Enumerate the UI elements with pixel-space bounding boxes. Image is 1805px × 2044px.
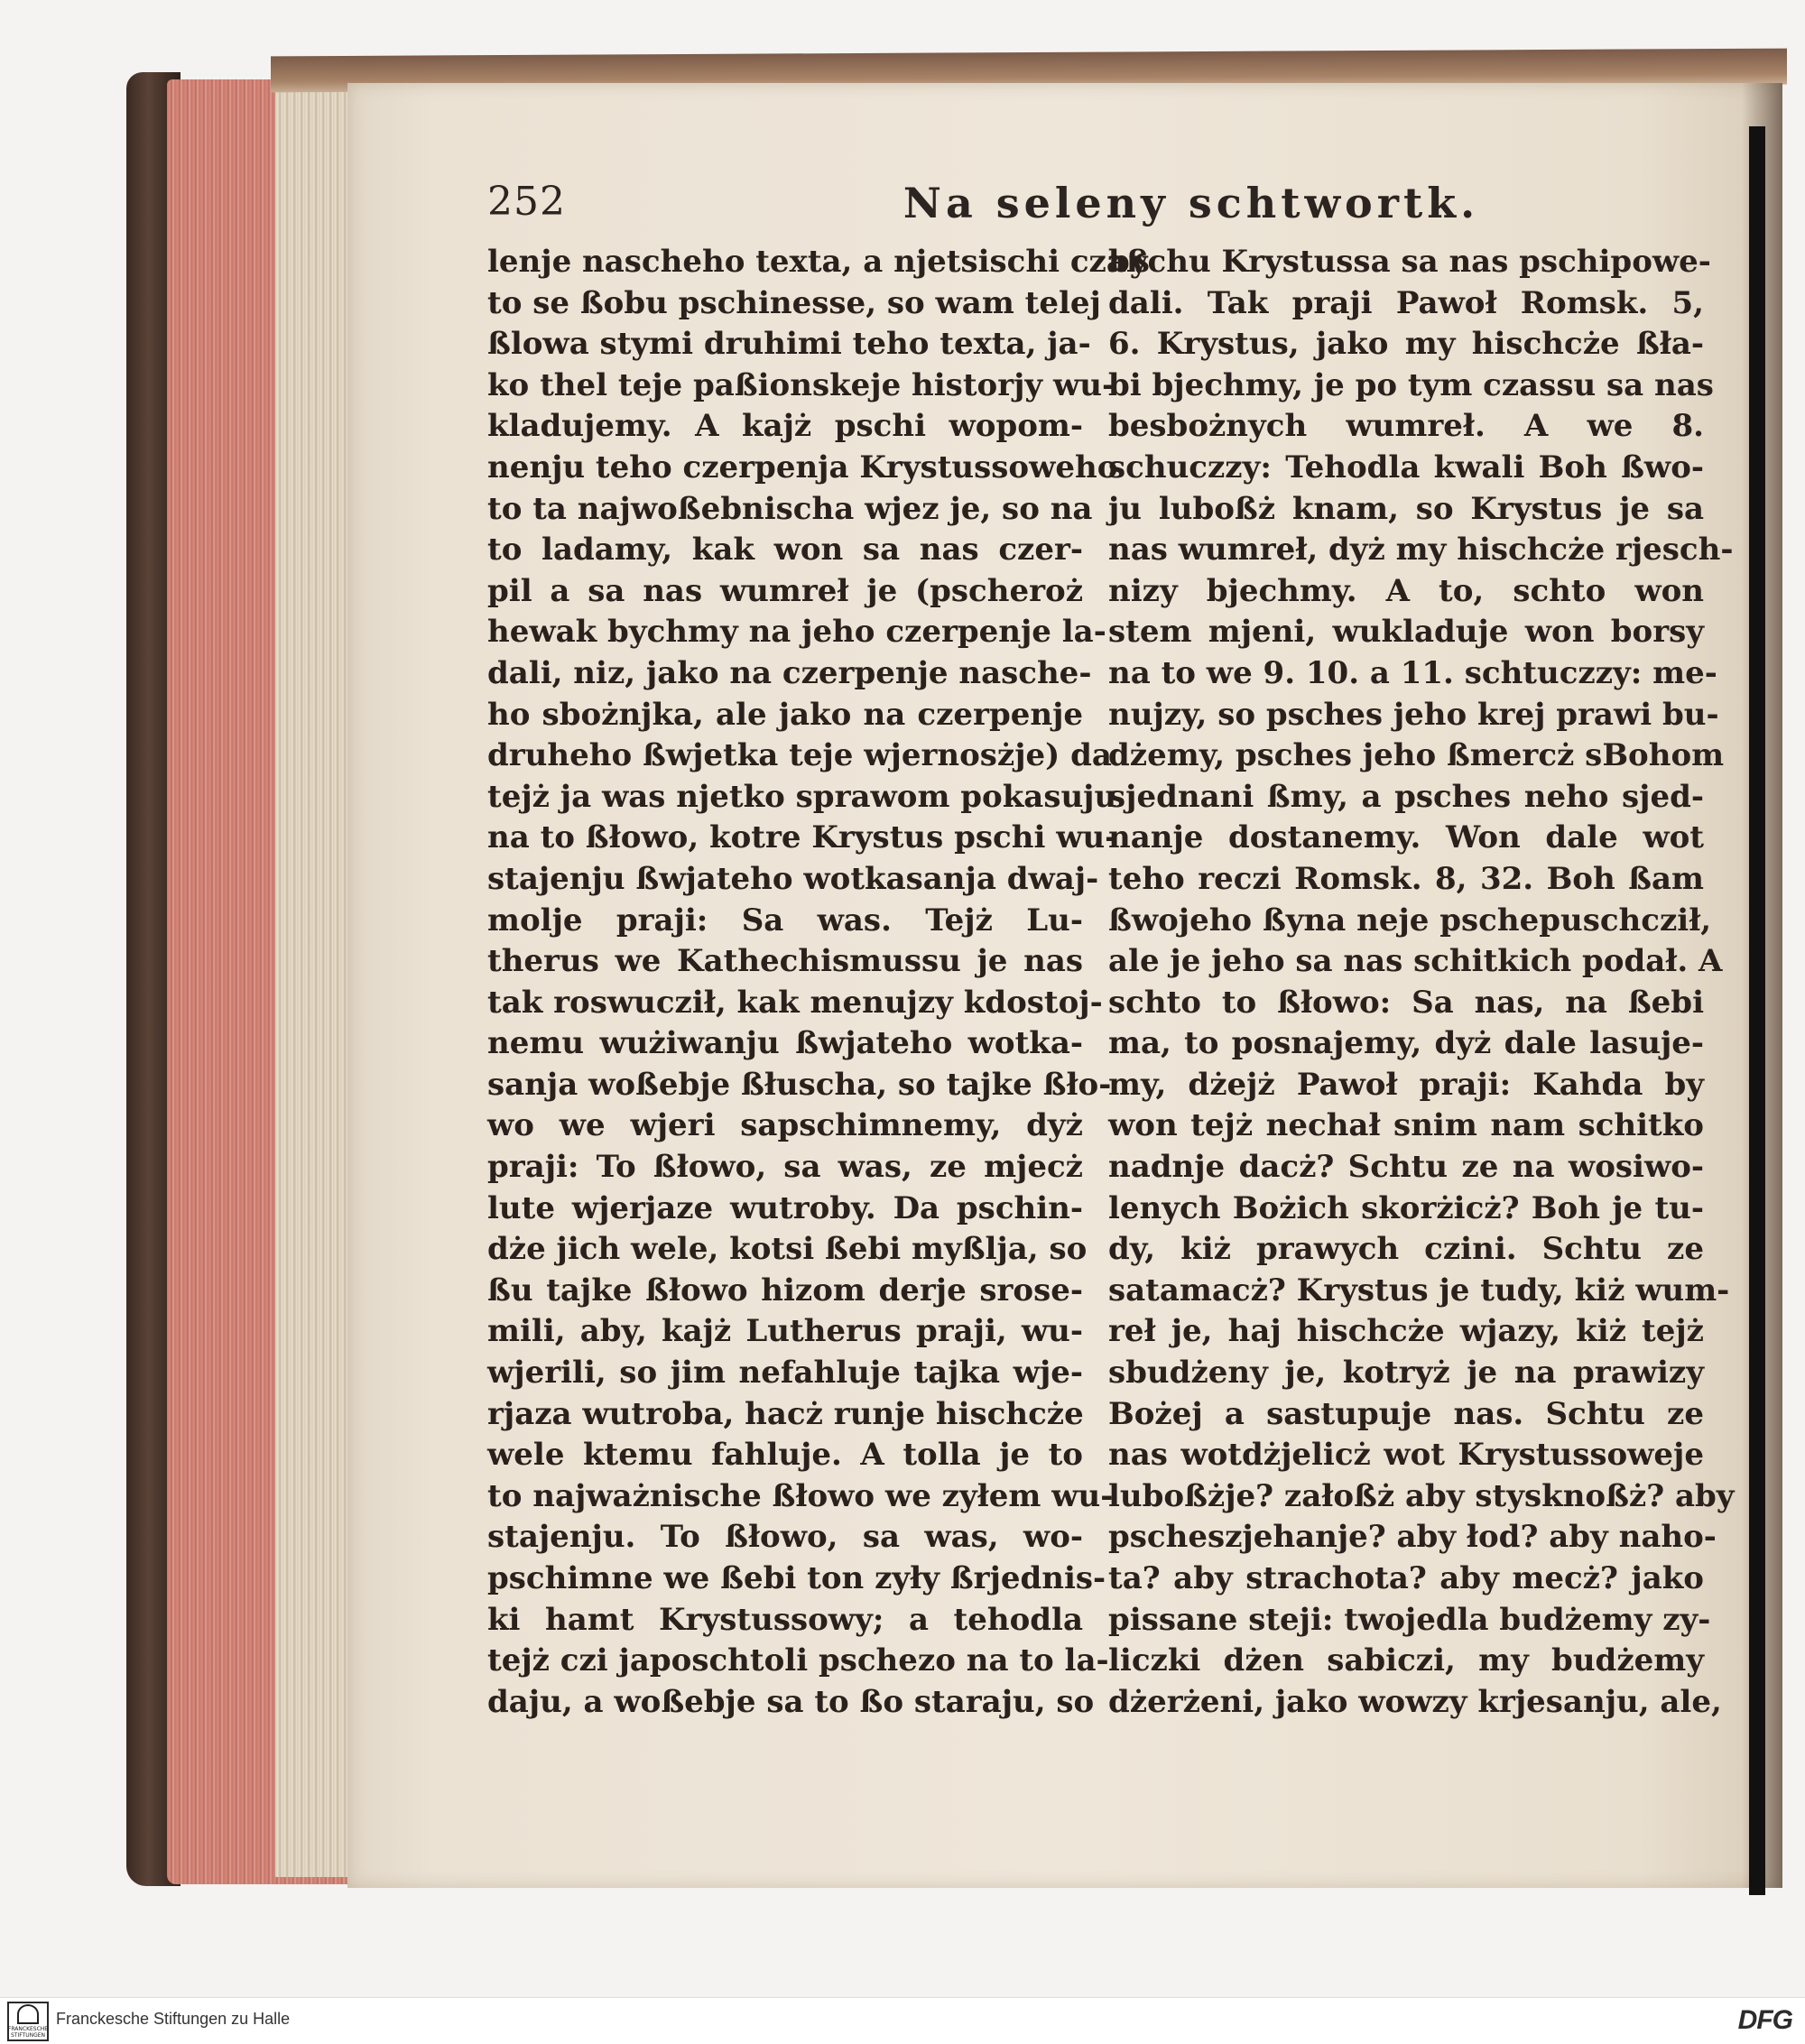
text-line: tejż czi japoschtoli pschezo na to la-	[487, 1642, 1109, 1679]
text-line: ßu tajke ßłowo hizom derje srose-	[487, 1272, 1083, 1309]
text-line: satamacż? Krystus je tudy, kiż wum-	[1108, 1272, 1730, 1309]
text-line: nanje dostanemy. Won dale wot	[1108, 819, 1704, 856]
dfg-logo: DFG	[1737, 2005, 1792, 2035]
institution-logo	[7, 2002, 49, 2041]
text-line: lenje nascheho texta, a njetsischi czaß	[487, 244, 1150, 280]
text-line: nizy bjechmy. A to, schto won	[1108, 572, 1704, 609]
logo-text-top: FRANCKESCHE	[7, 2026, 49, 2032]
text-line: to najważnische ßłowo we zyłem wu-	[487, 1477, 1114, 1514]
page-edges	[275, 63, 356, 1877]
text-line: druheho ßwjetka teje wjernosżje) da	[487, 737, 1112, 774]
text-line: ta? aby strachota? aby mecż? jako	[1108, 1560, 1704, 1596]
text-line: my, dżejż Pawoł praji: Kahda by	[1108, 1066, 1704, 1103]
text-line: to ta najwoßebnischa wjez je, so na	[487, 490, 1093, 527]
text-line: ho sbożnjka, ale jako na czerpenje	[487, 696, 1083, 733]
text-line: bychu Krystussa sa nas pschipowe-	[1108, 244, 1711, 280]
text-line: sanja woßebje ßłuscha, so tajke ßło-	[487, 1066, 1112, 1103]
text-line: rjaza wutroba, hacż runje hischcże	[487, 1395, 1084, 1432]
text-line: ko thel teje paßionskeje historjy wu-	[487, 366, 1115, 403]
text-line: bi bjechmy, je po tym czassu sa nas	[1108, 366, 1714, 403]
text-line: ale je jeho sa nas schitkich podał. A	[1108, 943, 1723, 980]
text-line: sbudżeny je, kotryż je na prawizy	[1108, 1355, 1704, 1392]
logo-mark-icon	[17, 2004, 39, 2024]
text-line: dali, niz, jako na czerpenje nasche-	[487, 654, 1092, 691]
text-line: schuczzy: Tehodla kwali Boh ßwo-	[1108, 449, 1704, 486]
text-line: teho reczi Romsk. 8, 32. Boh ßam	[1108, 860, 1704, 897]
text-line: tak roswucził, kak menujzy kdostoj-	[487, 984, 1103, 1021]
viewer-footer	[0, 1997, 1805, 2044]
text-column-right	[1108, 242, 1735, 1723]
text-line: 6. Krystus, jako my hischcże ßła-	[1108, 326, 1704, 363]
text-line: na to we 9. 10. a 11. schtuczzy: me-	[1108, 654, 1717, 691]
text-line: nujzy, so psches jeho krej prawi bu-	[1108, 696, 1719, 733]
text-line: kladujemy. A kajż pschi wopom-	[487, 408, 1083, 445]
text-line: wjerili, so jim nefahluje tajka wje-	[487, 1355, 1083, 1392]
text-line: ki hamt Krystussowy; a tehodla	[487, 1601, 1083, 1638]
text-line: wele ktemu fahluje. A tolla je to	[487, 1437, 1083, 1474]
text-line: wo we wjeri sapschimnemy, dyż	[487, 1107, 1083, 1144]
text-line: schto to ßłowo: Sa nas, na ßebi	[1108, 984, 1704, 1021]
text-line: nas wotdżjelicż wot Krystussoweje	[1108, 1437, 1704, 1474]
text-line: to ladamy, kak won sa nas czer-	[487, 532, 1083, 569]
text-line: praji: To ßłowo, sa was, ze mjecż	[487, 1149, 1083, 1186]
text-line: stem mjeni, wukladuje won borsy	[1108, 614, 1704, 651]
text-line: ßlowa stymi druhimi teho texta, ja-	[487, 326, 1091, 363]
text-line: luboßżje? załoßż aby stysknoßż? aby	[1108, 1477, 1735, 1514]
running-head	[487, 179, 1697, 233]
text-line: hewak bychmy na jeho czerpenje la-	[487, 614, 1106, 651]
text-line: dżemy, psches jeho ßmercż sBohom	[1108, 737, 1725, 774]
text-line: nenju teho czerpenja Krystussoweho	[487, 449, 1118, 486]
text-line: ju luboßż knam, so Krystus je sa	[1108, 490, 1704, 527]
text-line: mili, aby, kajż Lutherus praji, wu-	[487, 1313, 1083, 1350]
text-line: pil a sa nas wumreł je (pscheroż	[487, 572, 1083, 609]
text-line: dże jich wele, kotsi ßebi myßlja, so	[487, 1231, 1088, 1268]
text-line: reł je, haj hischcże wjazy, kiż tejż	[1108, 1313, 1704, 1350]
text-line: molje praji: Sa was. Tejż Lu-	[487, 902, 1083, 939]
text-line: nemu wużiwanju ßwjateho wotka-	[487, 1025, 1083, 1062]
text-line: dy, kiż prawych czini. Schtu ze	[1108, 1231, 1704, 1268]
text-line: lute wjerjaze wutroby. Da pschin-	[487, 1189, 1083, 1226]
text-line: daju, a woßebje sa to ßo staraju, so	[487, 1683, 1095, 1720]
text-line: stajenju ßwjateho wotkasanja dwaj-	[487, 860, 1099, 897]
text-column-left	[487, 242, 1150, 1723]
text-line: pscheszjehanje? aby łod? aby naho-	[1108, 1519, 1717, 1556]
page-number: 252	[487, 179, 566, 225]
text-line: dali. Tak praji Pawoł Romsk. 5,	[1108, 284, 1704, 321]
text-line: ma, to posnajemy, dyż dale lasuje-	[1108, 1025, 1704, 1062]
text-line: tejż ja was njetko sprawom pokasuju	[487, 778, 1117, 815]
text-line: to se ßobu pschinesse, so wam telej	[487, 284, 1101, 321]
text-line: liczki dżen sabiczi, my budżemy	[1108, 1642, 1704, 1679]
institution-name[interactable]: Franckesche Stiftungen zu Halle	[56, 2010, 291, 2028]
text-line: won tejż nechał snim nam schitko	[1108, 1107, 1704, 1144]
text-line: therus we Kathechismussu je nas	[487, 943, 1083, 980]
text-line: pschimne we ßebi ton zyły ßrjednis-	[487, 1560, 1106, 1596]
logo-text-bottom: STIFTUNGEN	[10, 2032, 46, 2039]
text-line: besbożnych wumreł. A we 8.	[1108, 408, 1704, 445]
text-line: sjednani ßmy, a psches neho sjed-	[1108, 778, 1704, 815]
text-line: nadnje dacż? Schtu ze na wosiwo-	[1108, 1149, 1704, 1186]
text-line: dżerżeni, jako wowzy krjesanju, ale,	[1108, 1683, 1722, 1720]
text-line: lenych Bożich skorżicż? Boh je tu-	[1108, 1189, 1704, 1226]
text-line: pissane steji: twojedla budżemy zy-	[1108, 1601, 1711, 1638]
text-line: nas wumreł, dyż my hischcże rjesch-	[1108, 532, 1734, 569]
text-line: Bożej a sastupuje nas. Schtu ze	[1108, 1395, 1704, 1432]
text-line: stajenju. To ßłowo, sa was, wo-	[487, 1519, 1083, 1556]
scan-border	[1749, 126, 1765, 1895]
text-line: ßwojeho ßyna neje pschepuschcził,	[1108, 902, 1712, 939]
text-line: na to ßłowo, kotre Krystus pschi wu-	[487, 819, 1118, 856]
running-title: Na seleny schtwortk.	[902, 179, 1480, 227]
